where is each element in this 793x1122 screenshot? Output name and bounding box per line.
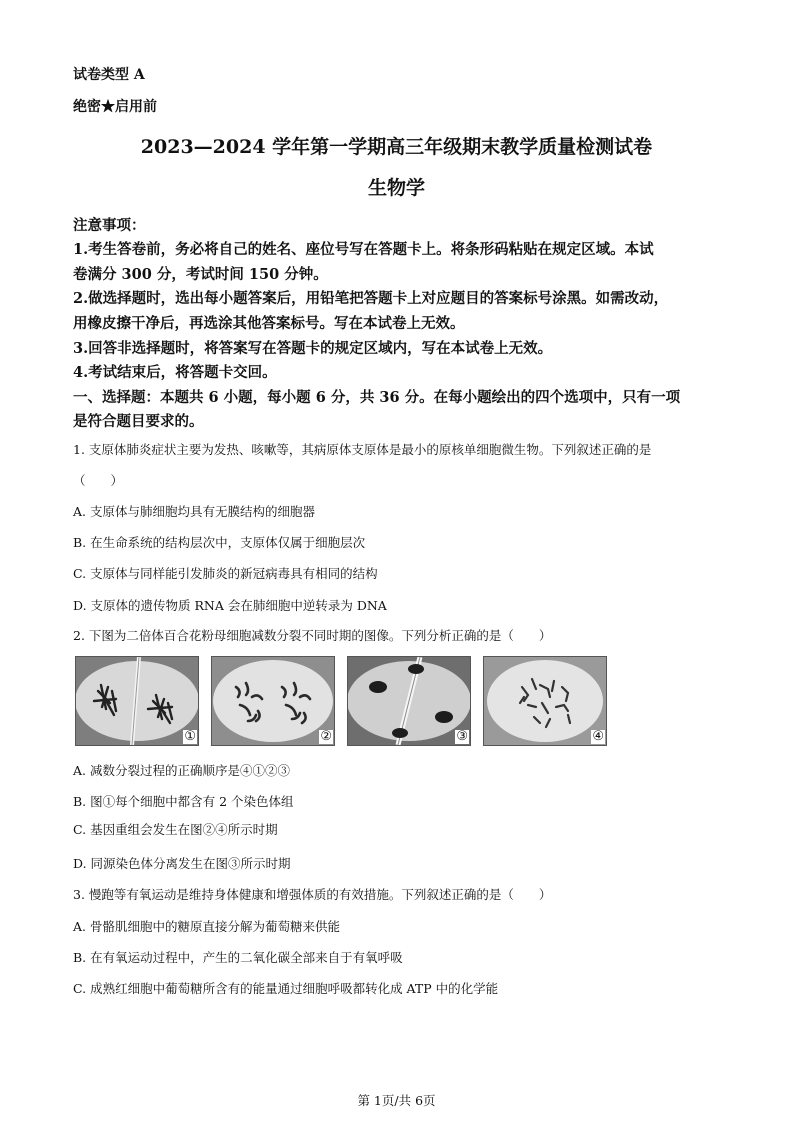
question-2-option-b: B. 图①每个细胞中都含有 2 个染色体组 [73, 794, 294, 809]
question-1-option-b: B. 在生命系统的结构层次中，支原体仅属于细胞层次 [73, 535, 366, 550]
question-1-option-c: C. 支原体与同样能引发肺炎的新冠病毒具有相同的结构 [73, 566, 378, 581]
note-line: 1.考生答卷前，务必将自己的姓名、座位号写在答题卡上。将条形码粘贴在规定区域。本试 [73, 241, 654, 258]
question-2-stem: 2. 下图为二倍体百合花粉母细胞减数分裂不同时期的图像。下列分析正确的是（ ） [73, 628, 552, 643]
question-3-option-c: C. 成熟红细胞中葡萄糖所含有的能量通过细胞呼吸都转化成 ATP 中的化学能 [73, 981, 499, 996]
page-number: 第 1页/共 6页 [357, 1093, 436, 1108]
question-2-option-c: C. 基因重组会发生在图②④所示时期 [73, 822, 278, 837]
section-instruction: 一、选择题：本题共 6 小题，每小题 6 分，共 36 分。在每小题绘出的四个选项中，只有一项 [73, 389, 681, 406]
note-line: 4.考试结束后，将答题卡交回。 [73, 364, 277, 381]
micrograph-1 [75, 656, 199, 746]
question-2-option-d: D. 同源染色体分离发生在图③所示时期 [73, 856, 291, 871]
note-line: 卷满分 300 分，考试时间 150 分钟。 [73, 266, 328, 283]
subject-title: 生物学 [367, 177, 425, 199]
question-1-stem: 1. 支原体肺炎症状主要为发热、咳嗽等，其病原体支原体是最小的原核单细胞微生物。下列叙述正确的是 [73, 442, 652, 457]
question-1-option-d: D. 支原体的遗传物质 RNA 会在肺细胞中逆转录为 DNA [73, 598, 387, 613]
figure-label-1: ① [184, 729, 196, 744]
question-1-blank: （ ） [73, 473, 124, 488]
micrograph-4 [483, 656, 607, 746]
figure-label-2: ② [320, 729, 332, 744]
confidential-mark: 绝密★启用前 [73, 99, 157, 115]
question-2-option-a: A. 减数分裂过程的正确顺序是④①②③ [73, 763, 290, 778]
micrograph-3 [347, 656, 471, 746]
exam-title: 2023—2024 学年第一学期高三年级期末教学质量检测试卷 [140, 136, 653, 158]
paper-type: 试卷类型 A [73, 67, 145, 83]
figure-label-4: ④ [592, 729, 604, 744]
question-3-option-a: A. 骨骼肌细胞中的糖原直接分解为葡萄糖来供能 [73, 919, 340, 934]
section-instruction-cont: 是符合题目要求的。 [73, 413, 204, 430]
note-line: 2.做选择题时，选出每小题答案后，用铅笔把答题卡上对应题目的答案标号涂黑。如需改动， [73, 290, 669, 307]
question-3-stem: 3. 慢跑等有氧运动是维持身体健康和增强体质的有效措施。下列叙述正确的是（ ） [73, 887, 552, 902]
notes-heading: 注意事项： [73, 217, 146, 234]
question-3-option-b: B. 在有氧运动过程中，产生的二氧化碳全部来自于有氧呼吸 [73, 950, 403, 965]
figure-label-3: ③ [456, 729, 468, 744]
micrograph-2 [211, 656, 335, 746]
note-line: 用橡皮擦干净后，再选涂其他答案标号。写在本试卷上无效。 [73, 315, 465, 332]
note-line: 3.回答非选择题时，将答案写在答题卡的规定区域内，写在本试卷上无效。 [73, 340, 553, 357]
question-1-option-a: A. 支原体与肺细胞均具有无膜结构的细胞器 [73, 504, 315, 519]
